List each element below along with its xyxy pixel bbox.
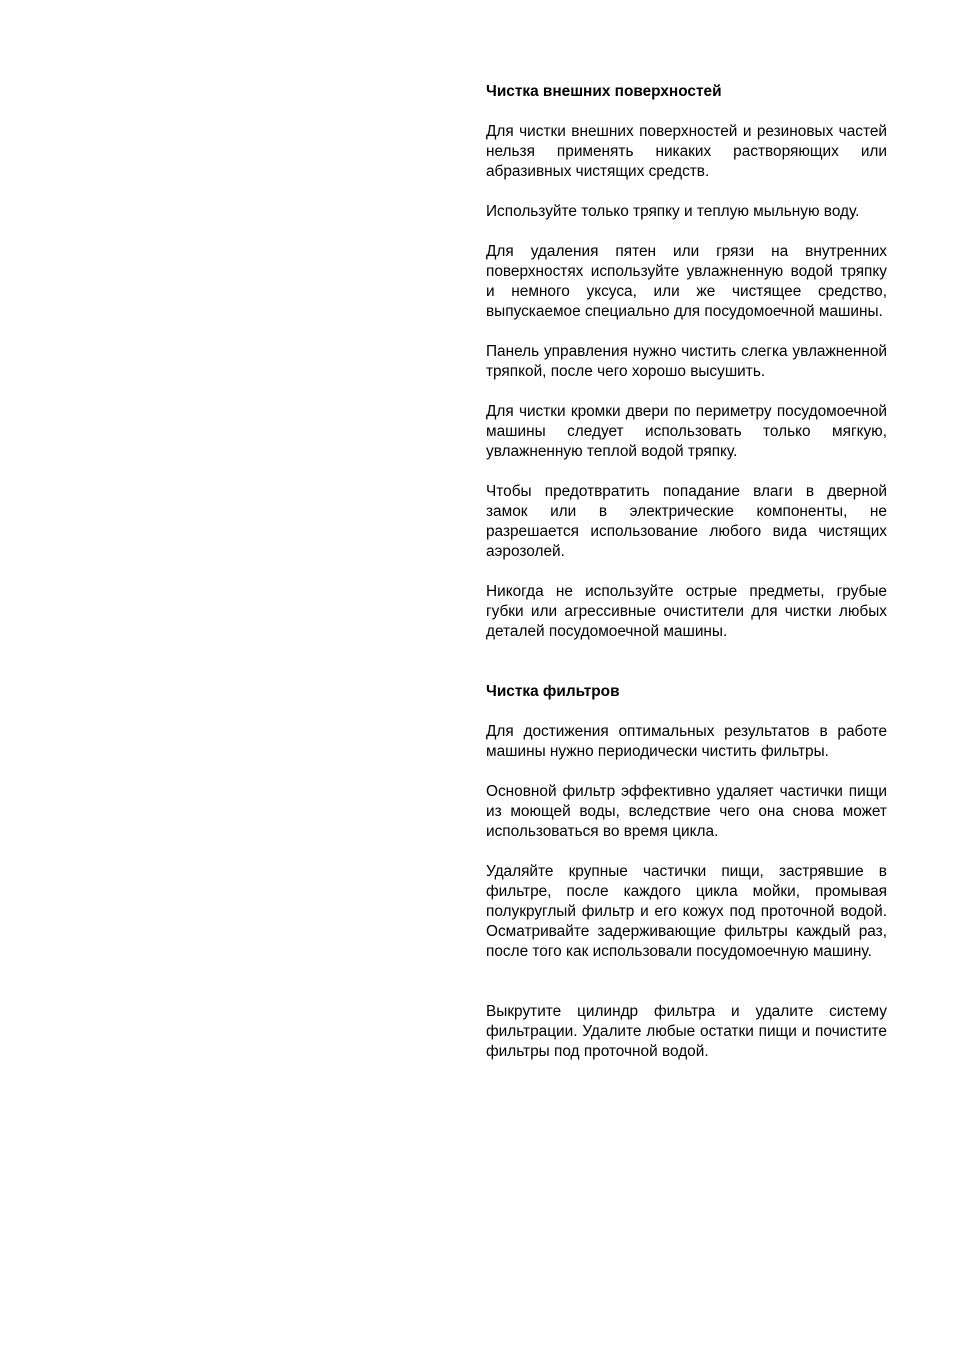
- heading-filter-cleaning: Чистка фильтров: [486, 683, 620, 700]
- paragraph: Для чистки кромки двери по периметру посудомоечной машины следует использовать только мягкую, увлажненную теплой водой тряпку.: [486, 403, 887, 460]
- paragraph: Чтобы предотвратить попадание влаги в дверной замок или в электрические компоненты, не разрешается использование любого вида чистящих аэрозолей.: [486, 483, 887, 560]
- paragraph: Используйте только тряпку и теплую мыльную воду.: [486, 203, 860, 220]
- paragraph: Удаляйте крупные частички пищи, застрявшие в фильтре, после каждого цикла мойки, промывая полукруглый фильтр и его кожух под проточной водой. Осматривайте задерживающие фильтры каждый раз, после того как использовали посудомоечную машину.: [486, 863, 887, 960]
- section-spacer: [486, 662, 887, 682]
- paragraph: Для чистки внешних поверхностей и резиновых частей нельзя применять никаких растворяющих или абразивных чистящих средств.: [486, 123, 887, 180]
- heading-exterior-cleaning: Чистка внешних поверхностей: [486, 83, 722, 100]
- paragraph: Выкрутите цилиндр фильтра и удалите систему фильтрации. Удалите любые остатки пищи и почистите фильтры под проточной водой.: [486, 1003, 887, 1060]
- paragraph: Никогда не используйте острые предметы, грубые губки или агрессивные очистители для чистки любых деталей посудомоечной машины.: [486, 583, 887, 640]
- document-column: [486, 82, 887, 1082]
- paragraph-spacer: [486, 982, 887, 1002]
- paragraph: Для удаления пятен или грязи на внутренних поверхностях используйте увлажненную водой тряпку и немного уксуса, или же чистящее средство, выпускаемое специально для посудомоечной машины.: [486, 243, 887, 320]
- paragraph: Для достижения оптимальных результатов в работе машины нужно периодически чистить фильтры.: [486, 723, 887, 760]
- paragraph: Основной фильтр эффективно удаляет частички пищи из моющей воды, вследствие чего она снова может использоваться во время цикла.: [486, 783, 887, 840]
- paragraph: Панель управления нужно чистить слегка увлажненной тряпкой, после чего хорошо высушить.: [486, 343, 887, 380]
